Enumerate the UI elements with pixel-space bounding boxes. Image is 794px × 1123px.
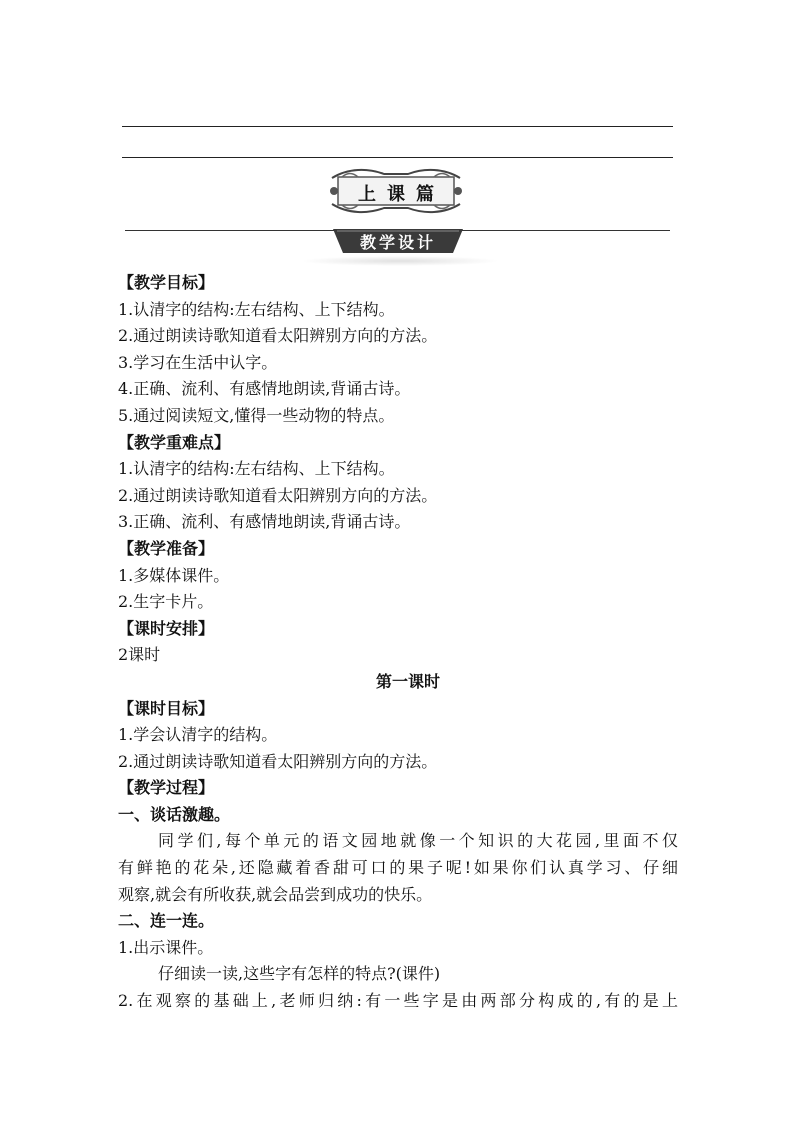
text-line: 5.通过阅读短文,懂得一些动物的特点。 xyxy=(118,405,395,425)
tab-shadow xyxy=(300,256,500,266)
section-tab xyxy=(333,226,463,256)
header-rule-bottom xyxy=(122,157,673,158)
text-line: 2.在观察的基础上,老师归纳:有一些字是由两部分构成的,有的是上 xyxy=(118,991,678,1011)
section-heading: 二、连一连。 xyxy=(118,911,215,931)
text-line: 2课时 xyxy=(118,645,161,665)
text-line: 同学们,每个单元的语文园地就像一个知识的大花园,里面不仅 xyxy=(158,831,678,851)
section-heading: 【教学过程】 xyxy=(118,778,215,798)
section-heading: 【教学重难点】 xyxy=(118,432,231,452)
text-line: 2.通过朗读诗歌知道看太阳辨别方向的方法。 xyxy=(118,326,438,346)
text-line: 有鲜艳的花朵,还隐藏着香甜可口的果子呢!如果你们认真学习、仔细 xyxy=(118,858,678,878)
section-heading: 一、谈话激趣。 xyxy=(118,804,231,824)
section-heading: 【课时安排】 xyxy=(118,618,215,638)
text-line: 1.学会认清字的结构。 xyxy=(118,725,278,745)
text-line: 3.正确、流利、有感情地朗读,背诵古诗。 xyxy=(118,512,411,532)
text-line: 2.通过朗读诗歌知道看太阳辨别方向的方法。 xyxy=(118,751,438,771)
text-line: 观察,就会有所收获,就会品尝到成功的快乐。 xyxy=(118,884,433,904)
section-heading: 【教学目标】 xyxy=(118,273,215,292)
section-heading: 【课时目标】 xyxy=(118,698,215,718)
section-tab-label: 教学设计 xyxy=(359,233,436,252)
lesson-period-title: 第一课时 xyxy=(375,671,440,691)
section-heading: 【教学准备】 xyxy=(118,538,215,558)
lesson-plan-body xyxy=(118,270,678,1015)
lesson-banner xyxy=(328,166,464,216)
text-line: 4.正确、流利、有感情地朗读,背诵古诗。 xyxy=(118,379,411,399)
text-line: 1.出示课件。 xyxy=(118,937,214,957)
text-line: 3.学习在生活中认字。 xyxy=(118,352,278,372)
text-line: 1.认清字的结构:左右结构、上下结构。 xyxy=(118,459,395,479)
text-line: 仔细读一读,这些字有怎样的特点?(课件) xyxy=(158,964,441,984)
text-line: 1.认清字的结构:左右结构、上下结构。 xyxy=(118,299,395,319)
text-line: 1.多媒体课件。 xyxy=(118,565,230,585)
header-rule-top xyxy=(122,126,673,127)
banner-title: 上课篇 xyxy=(358,184,445,205)
text-line: 2.生字卡片。 xyxy=(118,592,214,612)
text-line: 2.通过朗读诗歌知道看太阳辨别方向的方法。 xyxy=(118,485,438,505)
